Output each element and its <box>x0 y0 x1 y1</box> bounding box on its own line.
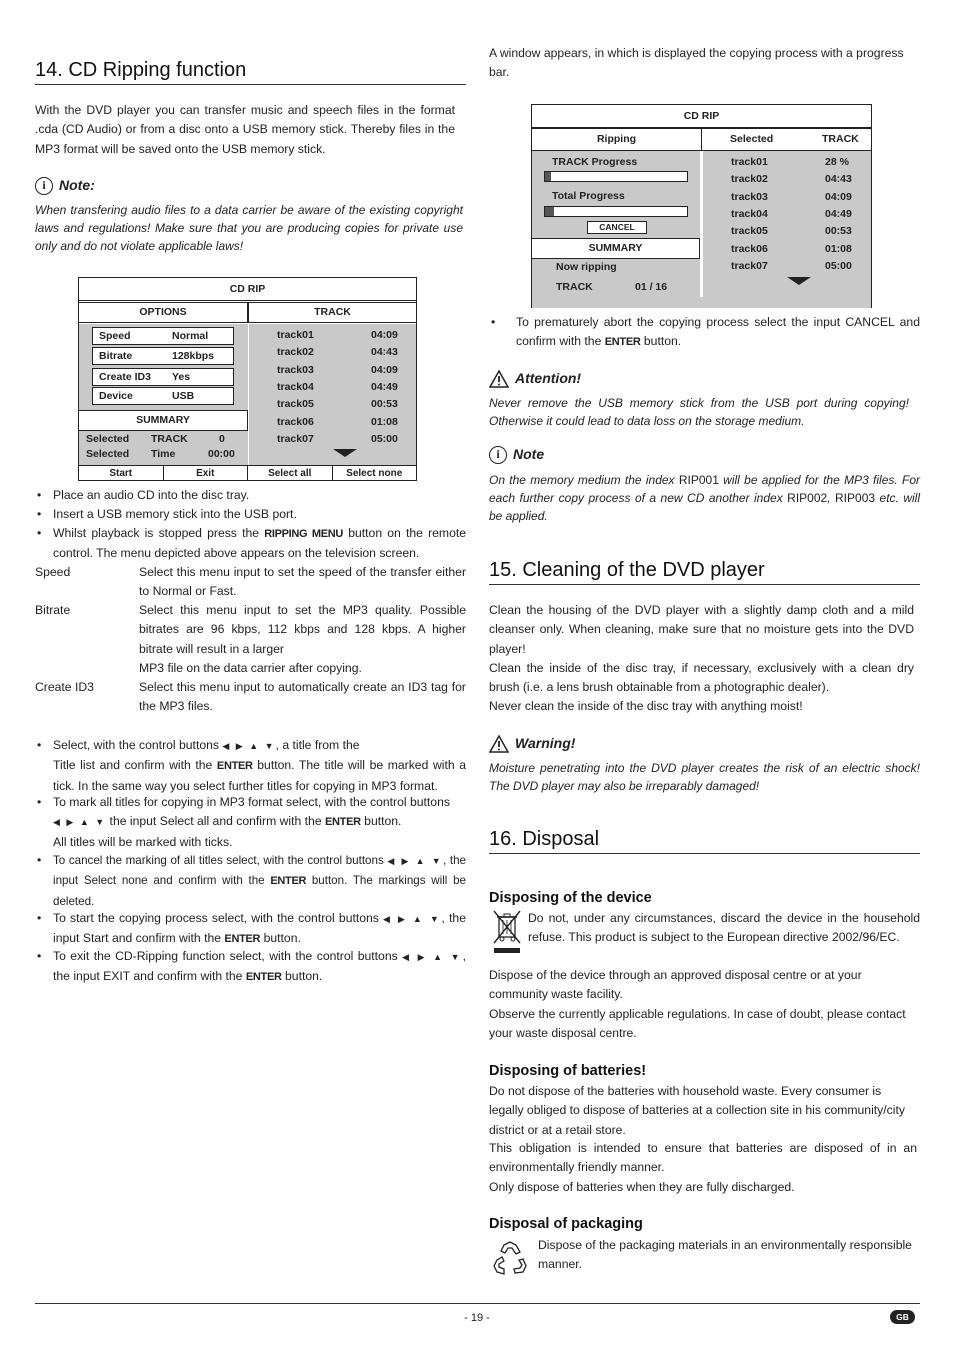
track-name[interactable]: track06 <box>277 415 314 428</box>
track-duration: 04:09 <box>371 329 398 341</box>
rip-track-name: track04 <box>731 207 768 220</box>
disposing-device-title: Disposing of the device <box>489 890 652 906</box>
recycling-icon <box>490 1239 530 1279</box>
attention-title: Attention! <box>515 370 582 386</box>
track-duration: 00:53 <box>371 398 398 411</box>
bitrate-term: Bitrate <box>35 603 71 617</box>
now-ripping-label: Now ripping <box>556 261 617 273</box>
clean-text-3: Never clean the inside of the disc tray with anything moist! <box>489 699 803 713</box>
footer-rule <box>35 1303 920 1304</box>
track-name[interactable]: track05 <box>277 398 314 411</box>
scroll-down-icon[interactable] <box>333 449 357 457</box>
bat-text-2: This obligation is intended to ensure that batteries are disposed of in an environmentally friendly manner. <box>489 1141 917 1175</box>
selected-header: Selected <box>730 133 774 145</box>
track-duration: 05:00 <box>371 432 398 445</box>
note-text: When transfering audio files to a data carrier be aware of the existing copyright laws and regulations! Make sure that you are producing copies for private use only and do not violate applicable laws! <box>35 203 463 253</box>
rip-track-value: 04:43 <box>825 173 852 186</box>
select-none-button[interactable]: Select none <box>346 468 403 479</box>
note-heading <box>35 176 95 195</box>
rip-window-title: CD RIP <box>531 104 872 128</box>
cancel-button[interactable]: CANCEL <box>587 221 647 234</box>
summary-header: SUMMARY <box>78 410 248 431</box>
rip-track-name: track07 <box>731 259 768 272</box>
rip-track-name: track06 <box>731 242 768 255</box>
list-item: • Select, with the control buttons ◀ ▶ ▲ ▼, a title from the Title list and confirm with the ENTER button. The title will be marked with a tick. In the same way you select further titles for copying in MP3 format. <box>37 738 466 793</box>
disposal-packaging-title: Disposal of packaging <box>489 1216 643 1232</box>
attention-heading <box>489 369 581 388</box>
menu-button-row <box>79 465 416 481</box>
list-item: • Insert a USB memory stick into the USB port. <box>37 507 297 521</box>
track-name[interactable]: track07 <box>277 432 314 445</box>
note-heading <box>489 445 544 464</box>
bitrate-desc: Select this menu input to set the MP3 quality. Possible bitrates are 96 kbps, 112 kbps and 128 kbps. A higher bitrate will result in a larger <box>139 603 466 656</box>
total-progress-bar <box>544 206 688 217</box>
id3-term: Create ID3 <box>35 680 94 694</box>
arrow-keys-icon: ◀ ▶ ▲ ▼ <box>383 914 442 924</box>
time-label: Time <box>151 448 176 460</box>
ripping-header: Ripping <box>531 128 702 151</box>
track-progress-label: TRACK Progress <box>552 156 638 168</box>
menu-option-speed[interactable] <box>92 327 234 345</box>
track-progress-fill <box>545 172 551 181</box>
menu-option-create-id3[interactable] <box>92 368 234 386</box>
note-title: Note <box>513 446 545 462</box>
track-count: 01 / 16 <box>635 281 668 293</box>
list-item: • To prematurely abort the copying process select the input CANCEL and confirm with the ENTER button. <box>491 315 920 349</box>
dev-text-1: Do not, under any circumstances, discard the device in the household refuse. This product is subject to the European directive 2002/96/EC. <box>528 911 920 945</box>
clean-text-1: Clean the housing of the DVD player with a slightly damp cloth and a mild cleanser only. When cleaning, make sure that no moisture gets into the DVD player! <box>489 603 914 656</box>
cd-rip-menu <box>78 277 417 481</box>
window-bottom-strip <box>532 297 871 308</box>
total-progress-fill <box>545 207 554 216</box>
list-item: • Whilst playback is stopped press the RIPPING MENU button on the remote control. The menu depicted above appears on the television screen. <box>37 526 467 561</box>
note-text: On the memory medium the index RIP001 will be applied for the MP3 files. For each further copy process of a new CD another index RIP002, RIP003 etc. will be applied. <box>489 473 921 523</box>
rip-track-name: track03 <box>731 190 768 203</box>
warning-text: Moisture penetrating into the DVD player creates the risk of an electric shock! The DVD player may also be irreparably damaged! <box>489 761 920 793</box>
option-value: Yes <box>172 371 191 383</box>
info-icon: i <box>35 177 53 195</box>
scroll-down-icon[interactable] <box>787 277 811 285</box>
pack-text-1: Dispose of the packaging materials in an environmentally responsible manner. <box>538 1238 912 1272</box>
rip-track-name: track01 <box>731 156 768 168</box>
time-value: 00:00 <box>208 448 235 460</box>
clean-text-2: Clean the inside of the disc tray, if necessary, exclusively with a clean dry brush (i.e. a lens brush obtainable from a photographic dealer). <box>489 661 914 695</box>
page-number: - 19 - <box>464 1312 490 1324</box>
track-duration: 04:09 <box>371 363 398 376</box>
track-name[interactable]: track02 <box>277 346 314 359</box>
option-value: USB <box>172 390 195 402</box>
note-title: Note: <box>59 177 95 193</box>
total-progress-label: Total Progress <box>552 190 625 202</box>
option-key: Create ID3 <box>99 371 151 383</box>
definition-list <box>35 563 466 723</box>
summary-header: SUMMARY <box>531 238 700 259</box>
track-header: TRACK <box>248 302 417 323</box>
menu-option-bitrate[interactable] <box>92 347 234 365</box>
selected-label-2: Selected <box>86 448 130 460</box>
track-label: TRACK <box>151 433 188 445</box>
arrow-keys-icon: ◀ ▶ ▲ ▼ <box>222 741 276 751</box>
arrow-keys-icon: ◀ ▶ ▲ ▼ <box>53 817 107 828</box>
select-all-button[interactable]: Select all <box>248 466 333 481</box>
rip-track-name: track05 <box>731 225 768 238</box>
option-value: 128kbps <box>172 350 215 362</box>
ripping-menu-key: RIPPING MENU <box>264 528 344 540</box>
option-key: Speed <box>99 330 131 342</box>
option-key: Bitrate <box>99 350 133 362</box>
rip-track-value: 28 % <box>825 156 849 168</box>
rip-track-name: track02 <box>731 173 768 186</box>
crossed-bin-icon <box>492 909 522 955</box>
menu-title: CD RIP <box>78 277 417 301</box>
bat-text-3: Only dispose of batteries when they are fully discharged. <box>489 1180 795 1194</box>
track-duration: 04:43 <box>371 346 398 359</box>
dev-text-3: Observe the currently applicable regulations. In case of doubt, please contact your waste disposal centre. <box>489 1007 906 1041</box>
arrow-keys-icon: ◀ ▶ ▲ ▼ <box>387 856 444 866</box>
track-name[interactable]: track03 <box>277 363 314 376</box>
section-14-title: 14. CD Ripping function <box>35 58 466 85</box>
bitrate-desc-2: MP3 file on the data carrier after copying. <box>139 661 362 675</box>
language-badge: GB <box>890 1310 915 1324</box>
rip-track-value: 00:53 <box>825 225 852 238</box>
bat-text-1: Do not dispose of the batteries with household waste. Every consumer is legally obliged to dispose of batteries at a collection site in his community/city district or at a retail store. <box>489 1084 905 1137</box>
list-item: • Place an audio CD into the disc tray. <box>37 488 250 502</box>
track-duration: 04:49 <box>371 380 398 393</box>
cd-rip-progress-window <box>531 104 872 308</box>
dev-text-2: Dispose of the device through an approved disposal centre or at your community waste facility. <box>489 968 862 1002</box>
warning-icon <box>489 735 509 753</box>
section-15-title: 15. Cleaning of the DVD player <box>489 558 920 585</box>
option-value: Normal <box>172 330 209 342</box>
track-name[interactable]: track04 <box>277 380 314 393</box>
speed-desc: Select this menu input to set the speed of the transfer either to Normal or Fast. <box>139 565 466 599</box>
disposing-batteries-title: Disposing of batteries! <box>489 1063 647 1079</box>
warning-heading <box>489 734 575 753</box>
list-item: • To start the copying process select, with the control buttons ◀ ▶ ▲ ▼, the input Start and confirm with the ENTER button. <box>37 911 466 946</box>
track-name[interactable]: track01 <box>277 329 314 341</box>
section-16-title: 16. Disposal <box>489 827 920 854</box>
arrow-keys-icon: ◀ ▶ ▲ ▼ <box>402 952 463 962</box>
option-key: Device <box>99 390 133 402</box>
list-item: • To mark all titles for copying in MP3 format select, with the control buttons ◀ ▶ ▲ ▼ the input Select all and confirm with the ENTER button. All titles will be marked with ticks. <box>37 795 450 849</box>
list-item: • To cancel the marking of all titles select, with the control buttons ◀ ▶ ▲ ▼, the input Select none and confirm with the ENTER button. The markings will be deleted. <box>37 853 466 908</box>
menu-option-device[interactable] <box>92 387 234 405</box>
section-14-intro: With the DVD player you can transfer music and speech files in the format .cda (CD Audio) or from a disc onto a USB memory stick. Thereby files in the MP3 format will be saved onto the USB memory stick. <box>35 103 455 156</box>
speed-term: Speed <box>35 565 71 579</box>
warning-title: Warning! <box>515 735 576 751</box>
rip-track-value: 01:08 <box>825 242 852 255</box>
selected-label-1: Selected <box>86 433 130 445</box>
track-progress-bar <box>544 171 688 182</box>
start-button[interactable]: Start <box>79 466 164 481</box>
attention-text: Never remove the USB memory stick from the USB port during copying! Otherwise it could lead to data loss on the storage medium. <box>489 396 909 428</box>
options-header: OPTIONS <box>78 302 248 323</box>
list-item: • To exit the CD-Ripping function select, with the control buttons ◀ ▶ ▲ ▼, the input EXIT and confirm with the ENTER button. <box>37 949 466 984</box>
warning-icon <box>489 370 509 388</box>
selected-track-header <box>701 128 872 151</box>
rip-track-value: 05:00 <box>825 259 852 272</box>
window-text: A window appears, in which is displayed the copying process with a progress bar. <box>489 46 904 80</box>
rip-track-value: 04:09 <box>825 190 852 203</box>
track-value: 0 <box>219 433 225 445</box>
id3-desc: Select this menu input to automatically create an ID3 tag for the MP3 files. <box>139 680 466 714</box>
track-duration: 01:08 <box>371 415 398 428</box>
exit-button[interactable]: Exit <box>164 466 249 481</box>
track-label: TRACK <box>556 281 593 293</box>
track-header: TRACK <box>822 133 859 145</box>
info-icon: i <box>489 446 507 464</box>
rip-track-value: 04:49 <box>825 207 852 220</box>
